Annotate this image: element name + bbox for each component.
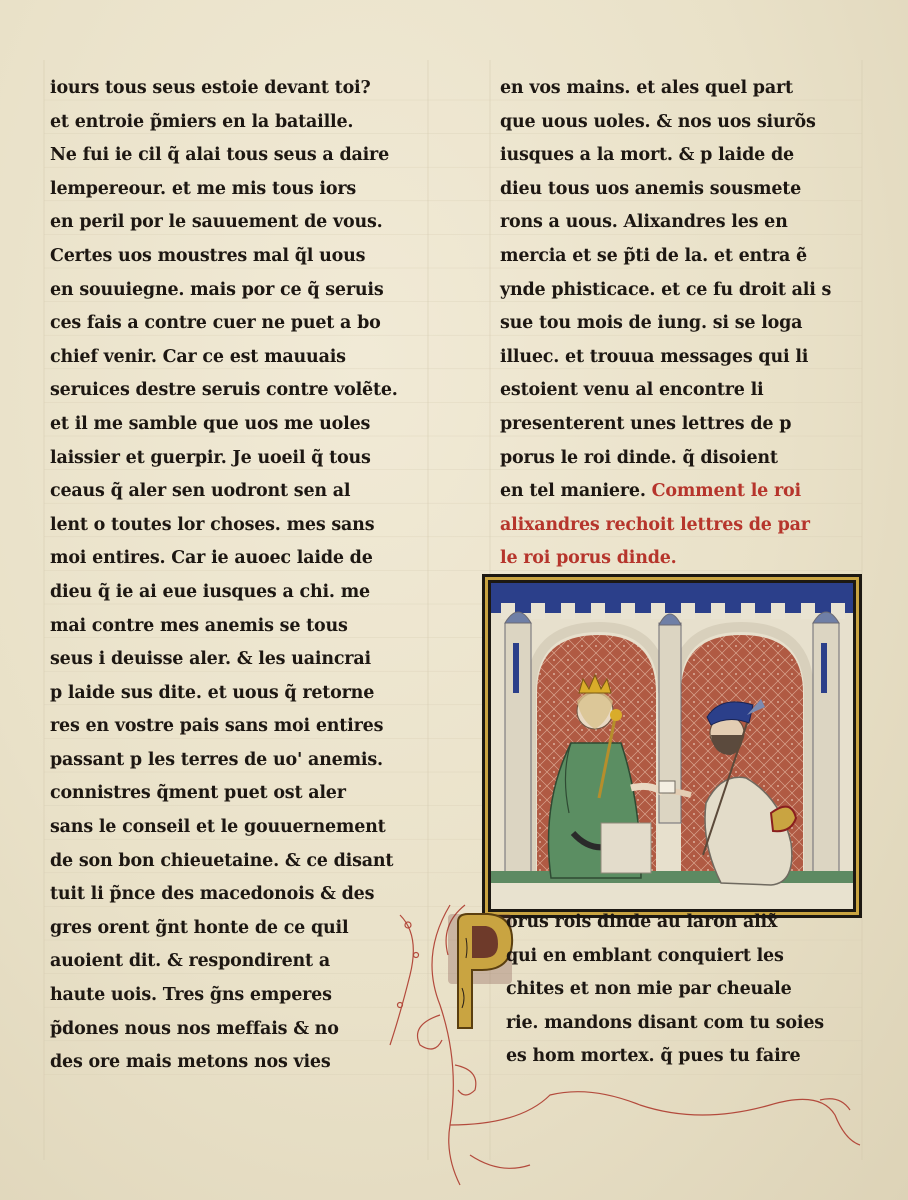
- text-line: en souuiegne. mais por ce q̃ seruis: [50, 279, 384, 300]
- text-line: es hom mortex. q̃ pues tu faire: [506, 1046, 801, 1067]
- miniature-illumination: [488, 580, 856, 912]
- text-line: moi entires. Car ie auoec laide de: [50, 548, 373, 569]
- text-line: lent o toutes lor choses. mes sans: [50, 514, 375, 535]
- text-line: seruices destre seruis contre volẽte.: [50, 380, 398, 401]
- text-line: ceaus q̃ aler sen uodront sen al: [50, 481, 351, 502]
- text-line: seus i deuisse aler. & les uaincrai: [50, 649, 371, 670]
- illumination-king-receiving-letter-icon: [491, 583, 853, 909]
- text-line: orus rois dinde au laron alix̃: [506, 912, 778, 932]
- text-line: Certes uos moustres mal q̃l uous: [50, 245, 366, 266]
- text-line: rie. mandons disant com tu soies: [506, 1012, 824, 1033]
- text-line: haute uois. Tres g̃ns emperes: [50, 985, 332, 1006]
- text-line: iours tous seus estoie devant toi?: [50, 78, 371, 98]
- text-line: des ore mais metons nos vies: [50, 1052, 331, 1073]
- text-line: presenterent unes lettres de p: [500, 413, 792, 434]
- text-line: chites et non mie par cheuale: [506, 979, 792, 1000]
- text-line: chief venir. Car ce est mauuais: [50, 346, 346, 367]
- text-line: en peril por le sauuement de vous.: [50, 212, 383, 233]
- left-text-column: [50, 72, 422, 1080]
- text-line: rons a uous. Alixandres les en: [500, 212, 788, 233]
- text-line: estoient venu al encontre li: [500, 380, 764, 401]
- text-line: en tel maniere. Comment le roi: [500, 481, 801, 502]
- text-line: de son bon chieuetaine. & ce disant: [50, 850, 394, 871]
- text-line: mai contre mes anemis se tous: [50, 615, 348, 636]
- text-line: iusques a la mort. & p laide de: [500, 145, 794, 166]
- text-line: ces fais a contre cuer ne puet a bo: [50, 313, 381, 334]
- text-line: dieu tous uos anemis sousmete: [500, 178, 802, 199]
- text-line: lempereour. et me mis tous iors: [50, 178, 356, 199]
- text-line: et entroie p̃miers en la bataille.: [50, 111, 354, 132]
- text-line: sans le conseil et le gouuernement: [50, 817, 386, 838]
- text-line: p laide sus dite. et uous q̃ retorne: [50, 682, 375, 703]
- text-line: passant p les terres de uo' anemis.: [50, 749, 383, 770]
- text-line: et il me samble que uos me uoles: [50, 413, 371, 434]
- text-line: qui en emblant conquiert les: [506, 945, 784, 966]
- rubric-heading-start: Comment le roi: [651, 481, 801, 502]
- text-line: porus le roi dinde. q̃ disoient: [500, 447, 778, 468]
- text-line: ynde phisticace. et ce fu droit ali s: [500, 279, 832, 300]
- text-line: p̃dones nous nos meffais & no: [50, 1018, 339, 1039]
- text-line: mercia et se p̃ti de la. et entra ẽ: [500, 245, 807, 266]
- text-line: res en vostre pais sans moi entires: [50, 716, 384, 737]
- right-text-after-initial: [506, 906, 856, 1074]
- rubric-heading-line: alixandres rechoit lettres de par: [500, 514, 810, 535]
- text-line: gres orent g̃nt honte de ce quil: [50, 917, 349, 938]
- text-line: dieu q̃ ie ai eue iusques a chi. me: [50, 581, 370, 602]
- text-line: laissier et guerpir. Je uoeil q̃ tous: [50, 447, 371, 468]
- text-line: Ne fui ie cil q̃ alai tous seus a daire: [50, 145, 390, 166]
- text-line: auoient dit. & respondirent a: [50, 951, 330, 972]
- text-line: sue tou mois de iung. si se loga: [500, 313, 803, 334]
- text-line: connistres q̃ment puet ost aler: [50, 783, 346, 804]
- text-line: illuec. et trouua messages qui li: [500, 346, 809, 367]
- text-line: en vos mains. et ales quel part: [500, 78, 793, 98]
- right-text-column: [500, 72, 858, 576]
- rubric-heading-line: le roi porus dinde.: [500, 548, 677, 569]
- text-line: que uous uoles. & nos uos siurõs: [500, 111, 816, 132]
- text-line: tuit li p̃nce des macedonois & des: [50, 884, 375, 905]
